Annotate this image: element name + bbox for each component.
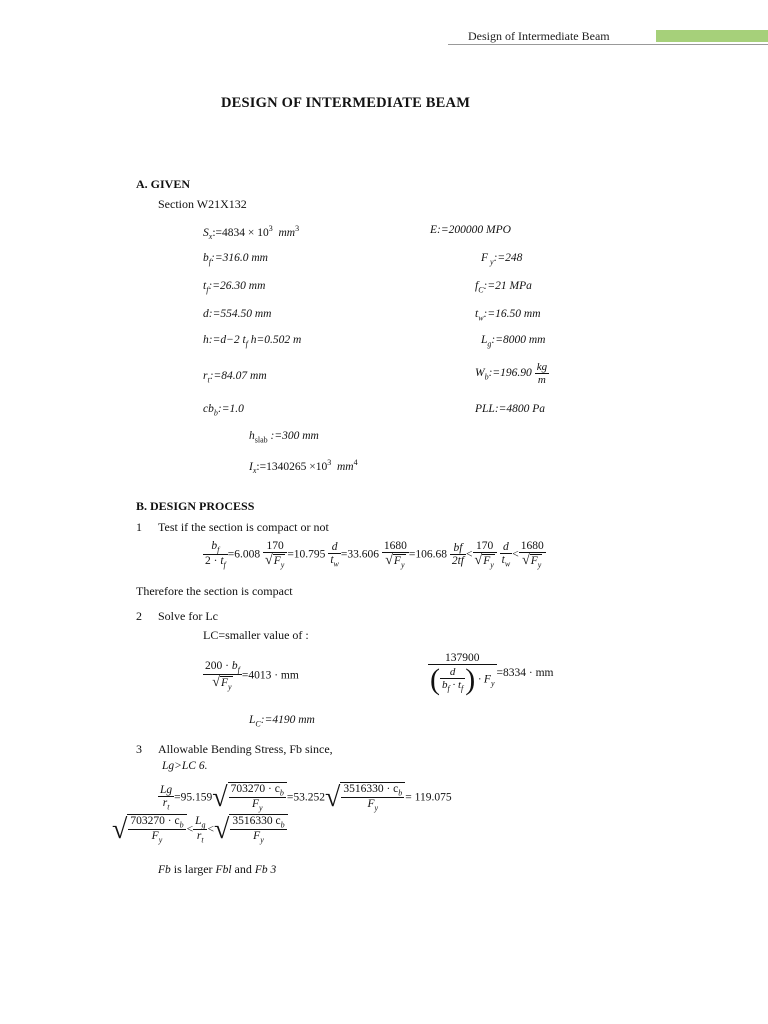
- lg-condition: Lg>LC 6.: [162, 760, 208, 772]
- fb-conclusion: Fb is larger Fbl and Fb 3: [158, 862, 277, 876]
- compact-conclusion: Therefore the section is compact: [136, 584, 293, 598]
- header-rule: [448, 44, 768, 45]
- eq-pll: PLL:=4800 Pa: [475, 403, 546, 415]
- running-header: Design of Intermediate Beam: [468, 29, 610, 43]
- step-3-text: Allowable Bending Stress, Fb since,: [158, 742, 333, 756]
- page-title: DESIGN OF INTERMEDIATE BEAM: [221, 95, 471, 111]
- eq-tw: $t_w:=16.50$ mm: [475, 308, 541, 323]
- eq-cb: $cb_b:=1.0$: [203, 403, 244, 418]
- eq-elastic-modulus: E:=200000 MPO: [430, 224, 511, 236]
- eq-sx: $S_x:=4834 \times 10^3$ $mm^3$: [203, 224, 300, 242]
- eq-tf: $t_f:=26.30$ mm: [203, 280, 266, 295]
- step-3-number: 3: [136, 742, 142, 756]
- eq-fy: F $_y$:=248: [481, 252, 523, 267]
- section-label: Section W21X132: [158, 197, 247, 211]
- section-b-heading: B. DESIGN PROCESS: [136, 499, 255, 513]
- eq-wb: $W_b:=196.90$ $\frac{kg}{m}$: [475, 361, 548, 386]
- lc-equation-1: $\frac{200 \cdot b_f}{√F_y}$ =4013 · mm: [205, 660, 299, 692]
- step-2-text: Solve for Lc: [158, 609, 218, 623]
- eq-bf: $b_f:=316.0$ mm: [203, 252, 268, 267]
- lc-intro: LC=smaller value of :: [203, 628, 309, 642]
- section-a-heading: A. GIVEN: [136, 177, 191, 191]
- header-accent-bar: [656, 30, 768, 42]
- step-2-number: 2: [136, 609, 142, 623]
- eq-ix: $I_x:=1340265 \times 10^3$ $mm^4$: [249, 458, 358, 476]
- eq-d: d:=554.50 mm: [203, 308, 272, 320]
- eq-rt: $r_t:=84.07$ mm: [203, 370, 267, 385]
- step-1-number: 1: [136, 520, 142, 534]
- eq-fc: $f_C:=21$ MPa: [475, 280, 532, 295]
- lc-result: $L_C:=4190$ mm: [249, 714, 315, 729]
- slenderness-ratio-equation: $\frac{Lg}{r_t}$ =95.159√ $\frac{703270 \cdot c_b}{F_y}$ =53.252√ $\frac{3516330 \cdot c_b}{F_y}$ = 119.075: [160, 781, 452, 813]
- eq-hslab: $h_{slab}$ :=300 mm: [249, 430, 319, 445]
- step-1-text: Test if the section is compact or not: [158, 520, 329, 534]
- eq-lg: $L_g:=8000$ mm: [481, 334, 546, 349]
- slenderness-inequality: √ $\frac{703270 \cdot c_b}{F_y}$ < $\frac{L_g}{r_t}$ <√ $\frac{3516330 c_b}{F_y}$: [112, 814, 288, 845]
- eq-h: h:=d−2 $t_f$ h=0.502 m: [203, 334, 302, 349]
- lc-equation-2: 137900 ( $\frac{d}{b_f \cdot t_f}$ ) · $F_y$ =8334 · mm: [430, 652, 554, 696]
- compactness-equation: $\frac{b_f}{2 \cdot t_f}$ =6.008 $\frac{170}{√F_y}$ =10.795 $\frac{d}{t_w}$ =33.606 $\frac{1680}{√F_y}$ =106.68 $\frac{bf}{2tf}$ < $\frac{170}{√F_y}$ $\frac{d}{t_w}$ < $\frac{1680}{√F_y}$: [205, 540, 544, 570]
